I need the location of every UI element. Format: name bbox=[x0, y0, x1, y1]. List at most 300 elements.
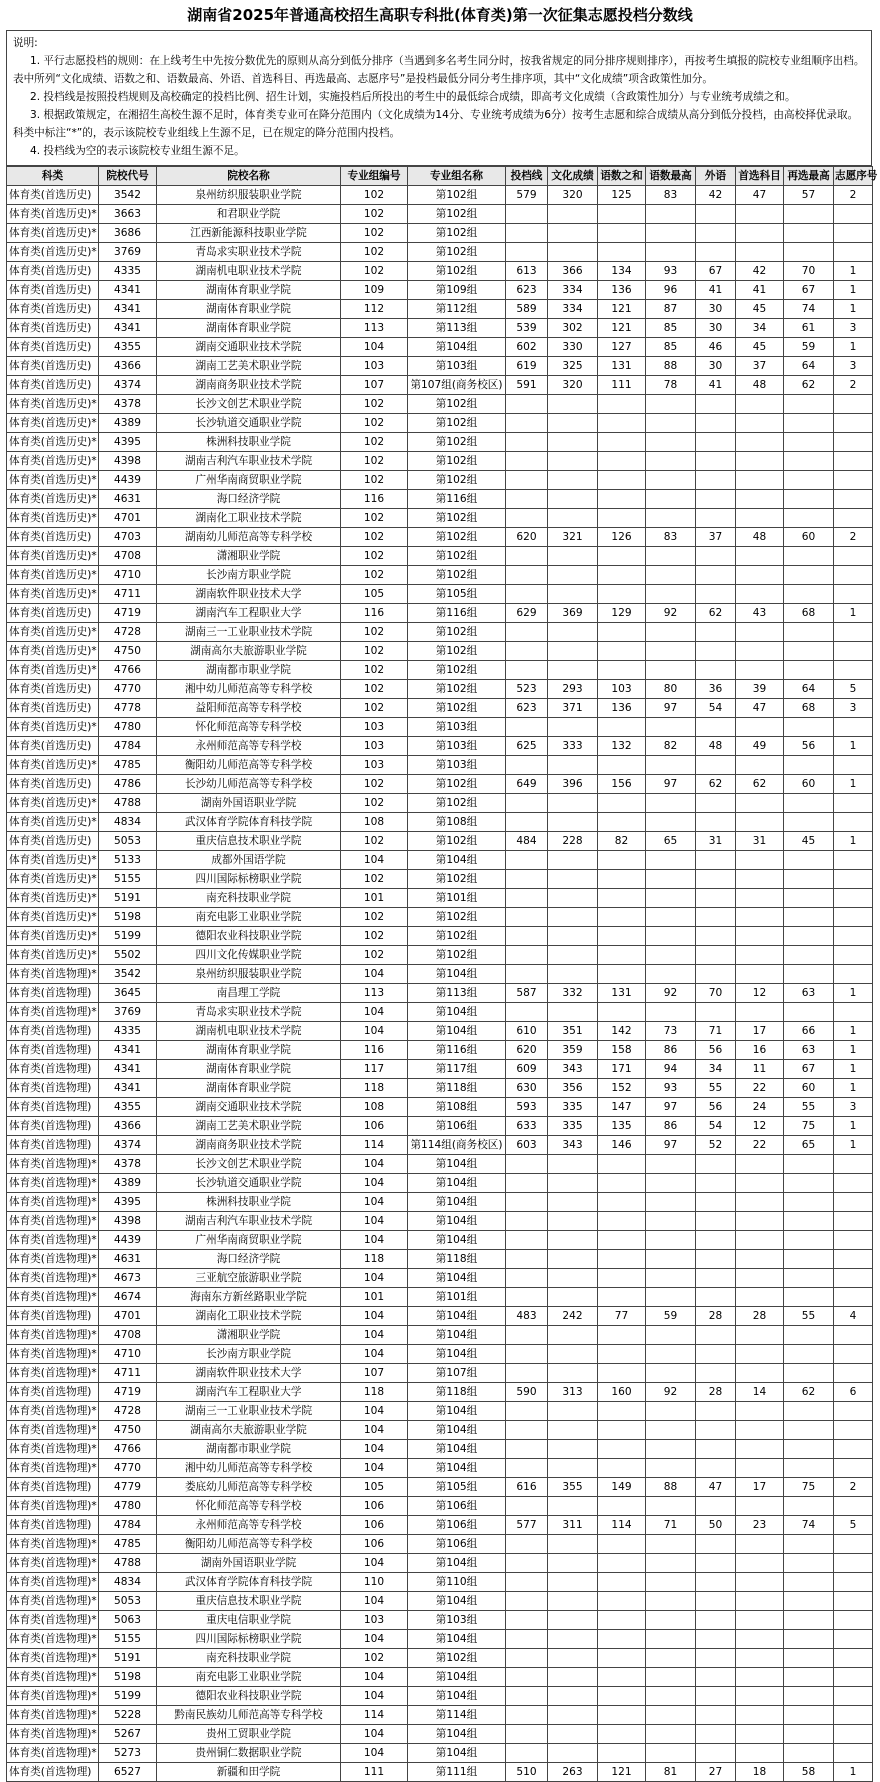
table-cell: 587 bbox=[506, 984, 548, 1003]
table-cell: 619 bbox=[506, 357, 548, 376]
table-cell: 83 bbox=[646, 528, 696, 547]
table-cell bbox=[548, 1497, 598, 1516]
table-cell bbox=[506, 1573, 548, 1592]
table-cell: 94 bbox=[646, 1060, 696, 1079]
table-cell: 620 bbox=[506, 528, 548, 547]
table-cell: 4788 bbox=[99, 1554, 157, 1573]
table-cell bbox=[548, 1231, 598, 1250]
table-cell: 136 bbox=[598, 281, 646, 300]
table-cell bbox=[834, 1174, 873, 1193]
table-cell bbox=[834, 1231, 873, 1250]
table-cell: 体育类(首选物理) bbox=[7, 1478, 99, 1497]
table-cell bbox=[646, 1231, 696, 1250]
table-cell: 75 bbox=[784, 1478, 834, 1497]
table-cell: 体育类(首选历史)* bbox=[7, 395, 99, 414]
table-cell bbox=[784, 870, 834, 889]
table-cell: 4708 bbox=[99, 547, 157, 566]
table-cell: 27 bbox=[696, 1763, 736, 1782]
table-cell: 18 bbox=[736, 1763, 784, 1782]
table-cell: 1 bbox=[834, 984, 873, 1003]
table-cell: 第102组 bbox=[408, 566, 506, 585]
table-cell bbox=[696, 1364, 736, 1383]
table-cell bbox=[548, 1364, 598, 1383]
table-cell bbox=[506, 1250, 548, 1269]
table-cell: 78 bbox=[646, 376, 696, 395]
table-row bbox=[7, 1212, 873, 1231]
table-cell bbox=[696, 205, 736, 224]
table-cell bbox=[646, 756, 696, 775]
table-cell: 4341 bbox=[99, 319, 157, 338]
table-cell: 609 bbox=[506, 1060, 548, 1079]
table-cell: 4770 bbox=[99, 680, 157, 699]
table-cell bbox=[646, 870, 696, 889]
table-cell: 102 bbox=[341, 775, 408, 794]
table-cell: 102 bbox=[341, 186, 408, 205]
table-cell: 第103组 bbox=[408, 357, 506, 376]
table-cell bbox=[506, 1459, 548, 1478]
table-cell: 体育类(首选历史) bbox=[7, 319, 99, 338]
table-cell bbox=[506, 1554, 548, 1573]
table-cell bbox=[548, 1402, 598, 1421]
table-cell: 体育类(首选历史) bbox=[7, 262, 99, 281]
table-body bbox=[7, 186, 873, 1782]
table-cell: 体育类(首选物理) bbox=[7, 1098, 99, 1117]
table-cell: 4750 bbox=[99, 642, 157, 661]
table-cell bbox=[646, 718, 696, 737]
table-cell: 111 bbox=[598, 376, 646, 395]
table-cell bbox=[548, 1345, 598, 1364]
table-cell bbox=[598, 1744, 646, 1763]
table-cell bbox=[834, 1535, 873, 1554]
table-cell: 102 bbox=[341, 243, 408, 262]
table-cell: 体育类(首选物理) bbox=[7, 1763, 99, 1782]
table-cell bbox=[548, 224, 598, 243]
table-cell bbox=[696, 1744, 736, 1763]
table-cell bbox=[646, 1497, 696, 1516]
table-cell bbox=[598, 642, 646, 661]
table-cell: 41 bbox=[696, 281, 736, 300]
table-cell bbox=[696, 965, 736, 984]
table-cell: 330 bbox=[548, 338, 598, 357]
table-cell: 101 bbox=[341, 889, 408, 908]
table-cell: 483 bbox=[506, 1307, 548, 1326]
table-row bbox=[7, 1060, 873, 1079]
table-cell: 62 bbox=[784, 1383, 834, 1402]
table-cell bbox=[834, 471, 873, 490]
table-cell: 4398 bbox=[99, 452, 157, 471]
table-cell: 第104组 bbox=[408, 851, 506, 870]
table-cell bbox=[506, 1725, 548, 1744]
table-cell: 广州华南商贸职业学院 bbox=[157, 1231, 341, 1250]
table-cell bbox=[506, 1744, 548, 1763]
table-cell bbox=[696, 1155, 736, 1174]
table-cell: 体育类(首选物理)* bbox=[7, 1573, 99, 1592]
table-cell bbox=[548, 756, 598, 775]
table-cell: 11 bbox=[736, 1060, 784, 1079]
table-cell bbox=[506, 965, 548, 984]
table-cell: 4710 bbox=[99, 566, 157, 585]
table-cell: 42 bbox=[736, 262, 784, 281]
table-cell: 102 bbox=[341, 452, 408, 471]
table-cell: 湖南汽车工程职业大学 bbox=[157, 604, 341, 623]
table-cell: 70 bbox=[696, 984, 736, 1003]
table-cell bbox=[646, 471, 696, 490]
table-cell: 4395 bbox=[99, 433, 157, 452]
table-cell: 62 bbox=[736, 775, 784, 794]
table-cell bbox=[834, 1155, 873, 1174]
table-cell: 75 bbox=[784, 1117, 834, 1136]
table-cell: 湖南体育职业学院 bbox=[157, 1060, 341, 1079]
table-cell bbox=[834, 642, 873, 661]
table-cell: 体育类(首选历史)* bbox=[7, 756, 99, 775]
table-cell: 体育类(首选物理)* bbox=[7, 1193, 99, 1212]
table-cell bbox=[598, 1592, 646, 1611]
table-cell bbox=[834, 870, 873, 889]
table-cell bbox=[506, 1440, 548, 1459]
table-cell: 4631 bbox=[99, 1250, 157, 1269]
table-cell: 1 bbox=[834, 1763, 873, 1782]
table-cell: 湖南工艺美术职业学院 bbox=[157, 1117, 341, 1136]
table-cell: 第109组 bbox=[408, 281, 506, 300]
table-cell: 体育类(首选历史)* bbox=[7, 851, 99, 870]
table-cell bbox=[598, 661, 646, 680]
table-cell: 2 bbox=[834, 186, 873, 205]
table-cell bbox=[646, 414, 696, 433]
table-cell: 体育类(首选物理) bbox=[7, 984, 99, 1003]
table-cell bbox=[646, 1649, 696, 1668]
table-cell: 湖南交通职业技术学院 bbox=[157, 338, 341, 357]
table-cell: 55 bbox=[784, 1098, 834, 1117]
table-cell: 湖南机电职业技术学院 bbox=[157, 262, 341, 281]
table-cell: 92 bbox=[646, 984, 696, 1003]
table-row bbox=[7, 1535, 873, 1554]
table-cell bbox=[736, 1402, 784, 1421]
table-cell: 4785 bbox=[99, 756, 157, 775]
table-cell: 293 bbox=[548, 680, 598, 699]
table-cell: 67 bbox=[696, 262, 736, 281]
table-cell: 55 bbox=[784, 1307, 834, 1326]
table-row bbox=[7, 984, 873, 1003]
table-cell bbox=[598, 1611, 646, 1630]
table-cell: 64 bbox=[784, 680, 834, 699]
table-cell: 体育类(首选历史) bbox=[7, 186, 99, 205]
table-cell: 4719 bbox=[99, 1383, 157, 1402]
table-cell: 4788 bbox=[99, 794, 157, 813]
table-cell bbox=[736, 946, 784, 965]
table-row bbox=[7, 319, 873, 338]
table-cell: 第102组 bbox=[408, 680, 506, 699]
table-cell: 104 bbox=[341, 965, 408, 984]
table-cell bbox=[784, 566, 834, 585]
col-header: 院校名称 bbox=[157, 167, 341, 186]
table-cell: 334 bbox=[548, 300, 598, 319]
table-cell bbox=[736, 1193, 784, 1212]
table-cell: 湖南工艺美术职业学院 bbox=[157, 357, 341, 376]
table-cell: 体育类(首选历史) bbox=[7, 357, 99, 376]
table-cell bbox=[506, 1497, 548, 1516]
col-header: 再选最高 bbox=[784, 167, 834, 186]
table-cell: 121 bbox=[598, 319, 646, 338]
table-cell: 116 bbox=[341, 1041, 408, 1060]
table-cell: 体育类(首选物理)* bbox=[7, 1440, 99, 1459]
table-cell: 体育类(首选物理)* bbox=[7, 1174, 99, 1193]
table-cell bbox=[696, 1212, 736, 1231]
table-cell: 1 bbox=[834, 300, 873, 319]
table-cell: 102 bbox=[341, 699, 408, 718]
table-cell: 体育类(首选物理) bbox=[7, 1022, 99, 1041]
table-cell bbox=[548, 452, 598, 471]
table-cell: 4341 bbox=[99, 1060, 157, 1079]
table-row bbox=[7, 965, 873, 984]
table-cell bbox=[736, 1269, 784, 1288]
table-cell bbox=[696, 1326, 736, 1345]
table-row bbox=[7, 1497, 873, 1516]
table-cell bbox=[646, 642, 696, 661]
table-cell bbox=[548, 794, 598, 813]
table-cell: 102 bbox=[341, 566, 408, 585]
table-cell bbox=[784, 1497, 834, 1516]
table-cell bbox=[646, 1744, 696, 1763]
table-cell bbox=[598, 1535, 646, 1554]
table-cell: 613 bbox=[506, 262, 548, 281]
table-cell: 湖南体育职业学院 bbox=[157, 300, 341, 319]
table-cell: 南昌理工学院 bbox=[157, 984, 341, 1003]
table-cell bbox=[784, 794, 834, 813]
table-cell bbox=[784, 395, 834, 414]
table-cell: 4 bbox=[834, 1307, 873, 1326]
table-cell: 31 bbox=[736, 832, 784, 851]
table-cell bbox=[784, 547, 834, 566]
table-cell bbox=[548, 946, 598, 965]
table-cell bbox=[646, 794, 696, 813]
table-cell: 武汉体育学院体育科技学院 bbox=[157, 813, 341, 832]
table-cell: 体育类(首选物理)* bbox=[7, 1649, 99, 1668]
table-cell: 泉州纺织服装职业学院 bbox=[157, 965, 341, 984]
table-cell: 104 bbox=[341, 1744, 408, 1763]
table-cell bbox=[696, 1725, 736, 1744]
table-cell bbox=[834, 1421, 873, 1440]
table-cell: 第102组 bbox=[408, 1649, 506, 1668]
table-cell: 海口经济学院 bbox=[157, 1250, 341, 1269]
table-cell bbox=[696, 566, 736, 585]
table-cell bbox=[598, 1573, 646, 1592]
table-cell: 湖南体育职业学院 bbox=[157, 319, 341, 338]
table-cell: 第116组 bbox=[408, 604, 506, 623]
table-row bbox=[7, 1364, 873, 1383]
table-cell bbox=[506, 661, 548, 680]
table-cell: 第102组 bbox=[408, 794, 506, 813]
table-cell bbox=[646, 1269, 696, 1288]
table-cell: 12 bbox=[736, 1117, 784, 1136]
note-item: 2. 投档线是按照投档规则及高校确定的投档比例、招生计划，实施投档后所投出的考生中的最低综合成绩，即高考文化成绩（含政策性加分）与专业统考成绩之和。 bbox=[29, 91, 796, 103]
table-cell: 湖南软件职业技术大学 bbox=[157, 585, 341, 604]
table-cell bbox=[548, 965, 598, 984]
table-cell: 第102组 bbox=[408, 661, 506, 680]
table-cell: 1 bbox=[834, 737, 873, 756]
table-cell bbox=[784, 1573, 834, 1592]
table-cell bbox=[784, 1269, 834, 1288]
table-cell bbox=[548, 1193, 598, 1212]
table-row bbox=[7, 699, 873, 718]
table-cell bbox=[834, 1649, 873, 1668]
table-cell: 江西新能源科技职业学院 bbox=[157, 224, 341, 243]
table-cell bbox=[598, 1193, 646, 1212]
table-cell: 125 bbox=[598, 186, 646, 205]
notes-box bbox=[6, 30, 872, 166]
table-cell bbox=[506, 756, 548, 775]
table-cell: 129 bbox=[598, 604, 646, 623]
table-cell: 湖南高尔夫旅游职业学院 bbox=[157, 642, 341, 661]
table-cell bbox=[646, 908, 696, 927]
table-cell: 87 bbox=[646, 300, 696, 319]
table-cell bbox=[736, 509, 784, 528]
table-cell: 56 bbox=[784, 737, 834, 756]
table-row bbox=[7, 718, 873, 737]
table-cell: 106 bbox=[341, 1117, 408, 1136]
table-cell bbox=[646, 851, 696, 870]
table-cell bbox=[646, 1592, 696, 1611]
table-cell bbox=[784, 1326, 834, 1345]
table-cell bbox=[784, 1535, 834, 1554]
table-cell: 第104组 bbox=[408, 1725, 506, 1744]
table-cell: 1 bbox=[834, 1117, 873, 1136]
table-cell bbox=[598, 433, 646, 452]
table-cell bbox=[784, 908, 834, 927]
table-cell bbox=[598, 1459, 646, 1478]
table-cell bbox=[736, 1630, 784, 1649]
table-cell: 体育类(首选物理)* bbox=[7, 1668, 99, 1687]
table-cell bbox=[506, 1174, 548, 1193]
table-cell bbox=[598, 547, 646, 566]
table-cell: 4366 bbox=[99, 357, 157, 376]
table-cell: 106 bbox=[341, 1535, 408, 1554]
table-cell bbox=[598, 756, 646, 775]
table-cell: 四川文化传媒职业学院 bbox=[157, 946, 341, 965]
table-cell: 103 bbox=[341, 756, 408, 775]
table-cell bbox=[646, 1687, 696, 1706]
table-cell: 103 bbox=[341, 737, 408, 756]
table-cell bbox=[548, 395, 598, 414]
table-cell: 株洲科技职业学院 bbox=[157, 433, 341, 452]
table-cell: 620 bbox=[506, 1041, 548, 1060]
table-cell: 102 bbox=[341, 414, 408, 433]
table-row bbox=[7, 1649, 873, 1668]
table-cell: 67 bbox=[784, 1060, 834, 1079]
table-cell bbox=[506, 1364, 548, 1383]
col-header: 院校代号 bbox=[99, 167, 157, 186]
table-cell: 第102组 bbox=[408, 927, 506, 946]
table-cell: 重庆信息技术职业学院 bbox=[157, 832, 341, 851]
table-row bbox=[7, 1003, 873, 1022]
table-cell bbox=[784, 224, 834, 243]
table-cell bbox=[598, 813, 646, 832]
table-cell bbox=[834, 1668, 873, 1687]
table-cell bbox=[736, 490, 784, 509]
table-row bbox=[7, 1611, 873, 1630]
table-cell: 第104组 bbox=[408, 1668, 506, 1687]
table-cell bbox=[736, 1345, 784, 1364]
table-cell bbox=[784, 1003, 834, 1022]
table-cell: 60 bbox=[784, 775, 834, 794]
table-cell bbox=[736, 927, 784, 946]
table-cell bbox=[506, 1630, 548, 1649]
table-cell bbox=[834, 661, 873, 680]
table-cell: 湖南体育职业学院 bbox=[157, 281, 341, 300]
table-cell: 105 bbox=[341, 1478, 408, 1497]
table-cell bbox=[736, 756, 784, 775]
table-cell: 体育类(首选物理) bbox=[7, 1136, 99, 1155]
table-cell: 4770 bbox=[99, 1459, 157, 1478]
table-cell: 衡阳幼儿师范高等专科学校 bbox=[157, 756, 341, 775]
table-cell: 青岛求实职业技术学院 bbox=[157, 243, 341, 262]
table-cell: 1 bbox=[834, 604, 873, 623]
table-cell bbox=[506, 927, 548, 946]
table-cell: 长沙幼儿师范高等专科学校 bbox=[157, 775, 341, 794]
table-cell bbox=[548, 1744, 598, 1763]
table-cell: 体育类(首选历史)* bbox=[7, 566, 99, 585]
table-cell: 第102组 bbox=[408, 775, 506, 794]
table-row bbox=[7, 1402, 873, 1421]
table-cell: 第104组 bbox=[408, 1003, 506, 1022]
table-cell bbox=[784, 1554, 834, 1573]
table-cell bbox=[646, 1174, 696, 1193]
table-cell: 111 bbox=[341, 1763, 408, 1782]
table-cell: 娄底幼儿师范高等专科学校 bbox=[157, 1478, 341, 1497]
table-row bbox=[7, 1668, 873, 1687]
table-cell bbox=[736, 471, 784, 490]
table-cell bbox=[506, 433, 548, 452]
table-cell: 52 bbox=[696, 1136, 736, 1155]
table-cell bbox=[506, 243, 548, 262]
table-cell bbox=[598, 224, 646, 243]
table-cell: 第104组 bbox=[408, 1269, 506, 1288]
table-cell: 131 bbox=[598, 357, 646, 376]
table-cell: 4766 bbox=[99, 1440, 157, 1459]
table-cell bbox=[834, 1611, 873, 1630]
table-cell: 85 bbox=[646, 338, 696, 357]
table-cell: 3769 bbox=[99, 1003, 157, 1022]
table-cell: 5502 bbox=[99, 946, 157, 965]
table-row bbox=[7, 851, 873, 870]
table-cell: 369 bbox=[548, 604, 598, 623]
table-cell bbox=[696, 1535, 736, 1554]
table-cell bbox=[548, 1706, 598, 1725]
table-cell: 12 bbox=[736, 984, 784, 1003]
table-cell bbox=[598, 1212, 646, 1231]
table-cell: 4341 bbox=[99, 1041, 157, 1060]
table-cell: 体育类(首选历史)* bbox=[7, 205, 99, 224]
table-cell bbox=[506, 1592, 548, 1611]
table-cell: 体育类(首选物理)* bbox=[7, 1250, 99, 1269]
col-header: 语数之和 bbox=[598, 167, 646, 186]
table-cell: 104 bbox=[341, 1307, 408, 1326]
table-cell: 102 bbox=[341, 661, 408, 680]
table-cell: 85 bbox=[646, 319, 696, 338]
table-cell: 体育类(首选物理)* bbox=[7, 1706, 99, 1725]
table-cell bbox=[784, 1288, 834, 1307]
table-cell: 体育类(首选历史)* bbox=[7, 490, 99, 509]
table-row bbox=[7, 642, 873, 661]
table-cell bbox=[548, 1250, 598, 1269]
table-row bbox=[7, 547, 873, 566]
table-cell bbox=[506, 1611, 548, 1630]
table-cell: 65 bbox=[646, 832, 696, 851]
table-cell bbox=[548, 1269, 598, 1288]
table-cell bbox=[598, 509, 646, 528]
table-cell: 62 bbox=[784, 376, 834, 395]
table-row bbox=[7, 490, 873, 509]
table-cell: 103 bbox=[341, 718, 408, 737]
